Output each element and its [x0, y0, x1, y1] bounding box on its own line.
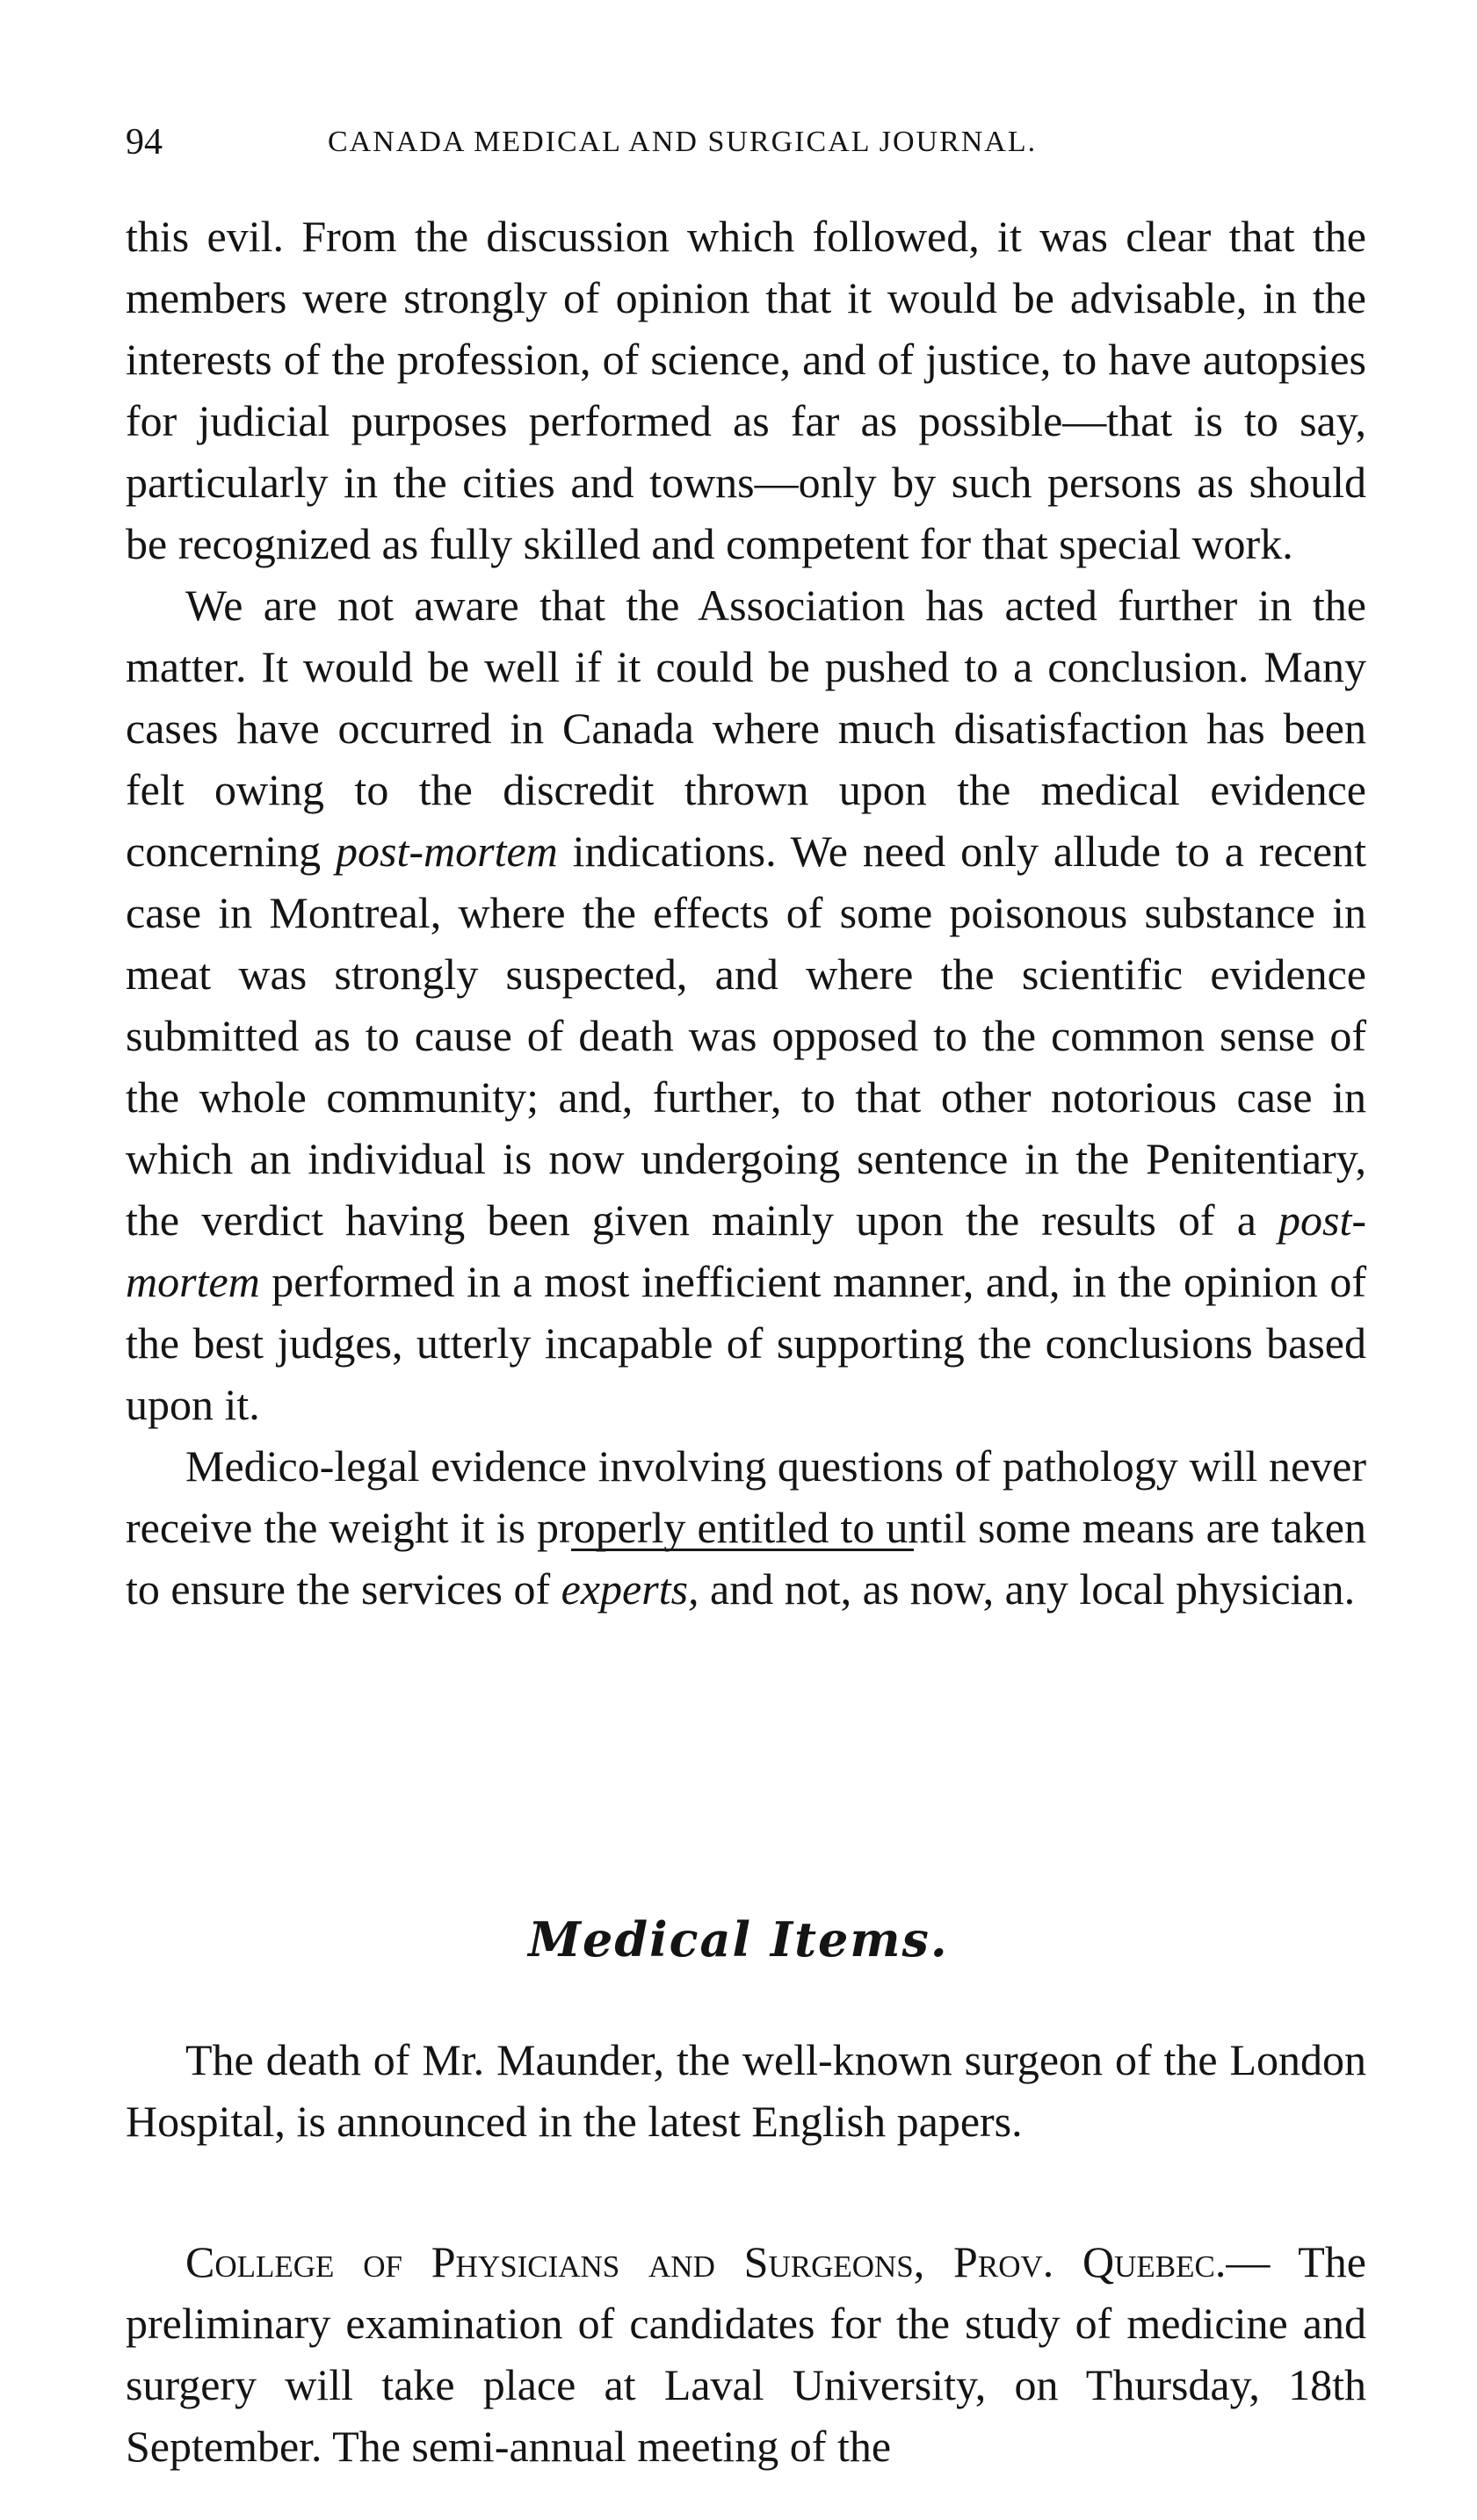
- paragraph-3-emphasis: experts,: [561, 1564, 699, 1614]
- item-2-heading: College of Physicians and Surgeons, Prov. Quebec.—: [185, 2237, 1271, 2286]
- paragraph-2-emphasis-1: post-mortem: [336, 827, 558, 876]
- paragraph-continuation: [126, 206, 1366, 574]
- section-heading: [0, 1906, 1477, 1973]
- item-2-paragraph: [126, 2231, 1366, 2477]
- paragraph-2-emphasis-2: post-mortem: [126, 1195, 1366, 1306]
- paragraph-3-text-b: and not, as now, any local physician.: [699, 1564, 1356, 1614]
- paragraph-association: [126, 574, 1366, 1435]
- page-number: 94: [126, 122, 163, 162]
- paragraph-medico-legal: [126, 1435, 1366, 1620]
- item-2-text: The preliminary examination of candidates for the study of medicine and surgery will take place at Laval University, on Thursday, 18th September. The semi-annual meeting of the: [126, 2237, 1366, 2471]
- item-college: [126, 2231, 1366, 2477]
- section-heading-text: Medical Items.: [528, 1911, 949, 1968]
- section-divider: [571, 1549, 914, 1551]
- journal-title: CANADA MEDICAL AND SURGICAL JOURNAL.: [328, 126, 1038, 158]
- running-head: [126, 116, 1233, 169]
- paragraph-2-text-c: performed in a most inefficient manner, and, in the opinion of the best judges, utterly incapable of supporting the conclusions based upon it.: [126, 1257, 1366, 1429]
- item-1-text: The death of Mr. Maunder, the well-known surgeon of the London Hospital, is announced in the latest English papers.: [126, 2035, 1366, 2146]
- paragraph-1-text: this evil. From the discussion which followed, it was clear that the members were strongly of opinion that it would be advisable, in the interests of the profession, of science, and of justice, to have autopsies for judicial purposes performed as far as possible—that is to say, particularly in the cities and towns—only by such persons as should be recognized as fully skilled and competent for that special work.: [126, 212, 1366, 568]
- paragraph-2-text-b: indications. We need only allude to a recent case in Montreal, where the effects of some poisonous substance in meat was strongly suspected, and where the scientific evidence submitted as to cause of death was opposed to the common sense of the whole community; and, further, to that other notorious case in which an individual is now undergoing sentence in the Penitentiary, the verdict having been given mainly upon the results of a: [126, 827, 1366, 1245]
- item-1-paragraph: [126, 2029, 1366, 2152]
- paragraph-2-text-a: We are not aware that the Association has acted further in the matter. It would be well if it could be pushed to a conclusion. Many cases have occurred in Canada where much disatisfaction has been felt owing to the discredit thrown upon the medical evidence concerning: [126, 581, 1366, 876]
- item-maunder: [126, 2029, 1366, 2152]
- article-body: [126, 206, 1366, 1620]
- paragraph-3-text-a: Medico-legal evidence involving questions of pathology will never receive the weight it is properly entitled to until some means are taken to ensure the services of: [126, 1441, 1366, 1614]
